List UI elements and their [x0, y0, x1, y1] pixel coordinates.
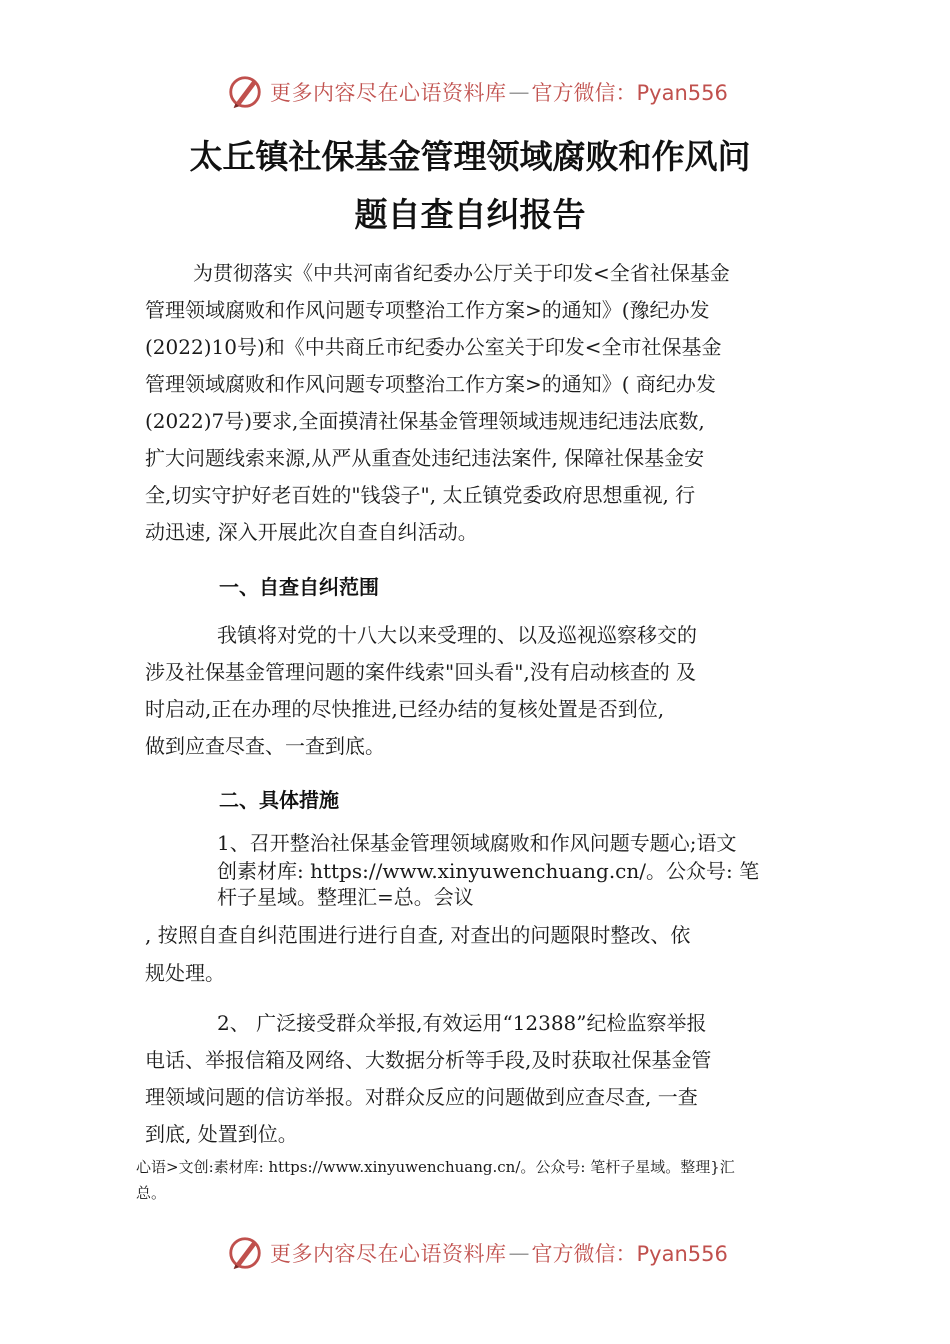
measure2-line: 理领域问题的信访举报。对群众反应的问题做到应查尽查, 一查	[145, 1085, 698, 1109]
intro-line: 全,切实守护好老百姓的"钱袋子", 太丘镇党委政府思想重视, 行	[145, 483, 696, 507]
measure2-line: 电话、举报信箱及网络、大数据分析等手段,及时获取社保基金管	[145, 1048, 712, 1072]
intro-line: 动迅速, 深入开展此次自查自纠活动。	[145, 520, 478, 544]
measure1-line: 1、召开整治社保基金管理领域腐败和作风问题专题心;语文	[217, 831, 737, 855]
intro-line: 为贯彻落实《中共河南省纪委办公厅关于印发<全省社保基金	[193, 261, 730, 285]
section1-line: 我镇将对党的十八大以来受理的、以及巡视巡察移交的	[217, 623, 697, 647]
banner-wechat-text: 官方微信：Pyan556	[531, 81, 728, 105]
intro-line: (2022)7号)要求,全面摸清社保基金管理领域违规违纪违法底数,	[145, 409, 705, 433]
banner-dash: —	[508, 1241, 530, 1265]
intro-line: 管理领域腐败和作风问题专项整治工作方案>的通知》( 商纪办发	[145, 372, 716, 396]
measure1-line: 规处理。	[145, 961, 225, 985]
intro-line: 管理领域腐败和作风问题专项整治工作方案>的通知》(豫纪办发	[145, 298, 710, 322]
intro-line: 扩大问题线索来源,从严从重查处违纪违法案件, 保障社保基金安	[145, 446, 705, 470]
pen-logo-icon	[226, 73, 264, 111]
section1-line: 时启动,正在办理的尽快推进,已经办结的复核处置是否到位,	[145, 697, 665, 721]
pen-logo-icon	[226, 1234, 264, 1272]
section1-line: 做到应查尽查、一查到底。	[145, 734, 385, 758]
section-heading-scope: 一、自查自纠范围	[219, 575, 379, 599]
document-title-line-2: 题自查自纠报告	[354, 195, 586, 234]
measure1-line: , 按照自查自纠范围进行进行自查, 对查出的问题限时整改、依	[145, 923, 691, 947]
footnote-line: 总。	[136, 1184, 167, 1202]
banner-dash: —	[508, 80, 530, 104]
section1-line: 涉及社保基金管理问题的案件线索"回头看",没有启动核查的 及	[145, 660, 697, 684]
measure2-line: 到底, 处置到位。	[145, 1122, 298, 1146]
header-banner	[226, 72, 728, 112]
intro-line: (2022)10号)和《中共商丘市纪委办公室关于印发<全市社保基金	[145, 335, 722, 359]
document-title-line-1: 太丘镇社保基金管理领域腐败和作风问	[189, 137, 751, 176]
section-heading-measures: 二、具体措施	[219, 788, 339, 812]
banner-brand-text: 更多内容尽在心语资料库	[270, 1242, 507, 1266]
measure1-line: 创素材库: https://www.xinyuwenchuang.cn/。公众号: 笔	[217, 859, 760, 883]
footnote-line: 心语>文创:素材库: https://www.xinyuwenchuang.cn/。公众号: 笔杆子星域。整理}汇	[136, 1158, 735, 1176]
measure2-line: 2、 广泛接受群众举报,有效运用“12388”纪检监察举报	[217, 1011, 707, 1035]
measure1-line: 杆子星域。整理汇=总。会议	[217, 885, 474, 909]
footer-banner	[226, 1233, 728, 1273]
banner-wechat-text: 官方微信：Pyan556	[531, 1242, 728, 1266]
banner-brand-text: 更多内容尽在心语资料库	[270, 81, 507, 105]
